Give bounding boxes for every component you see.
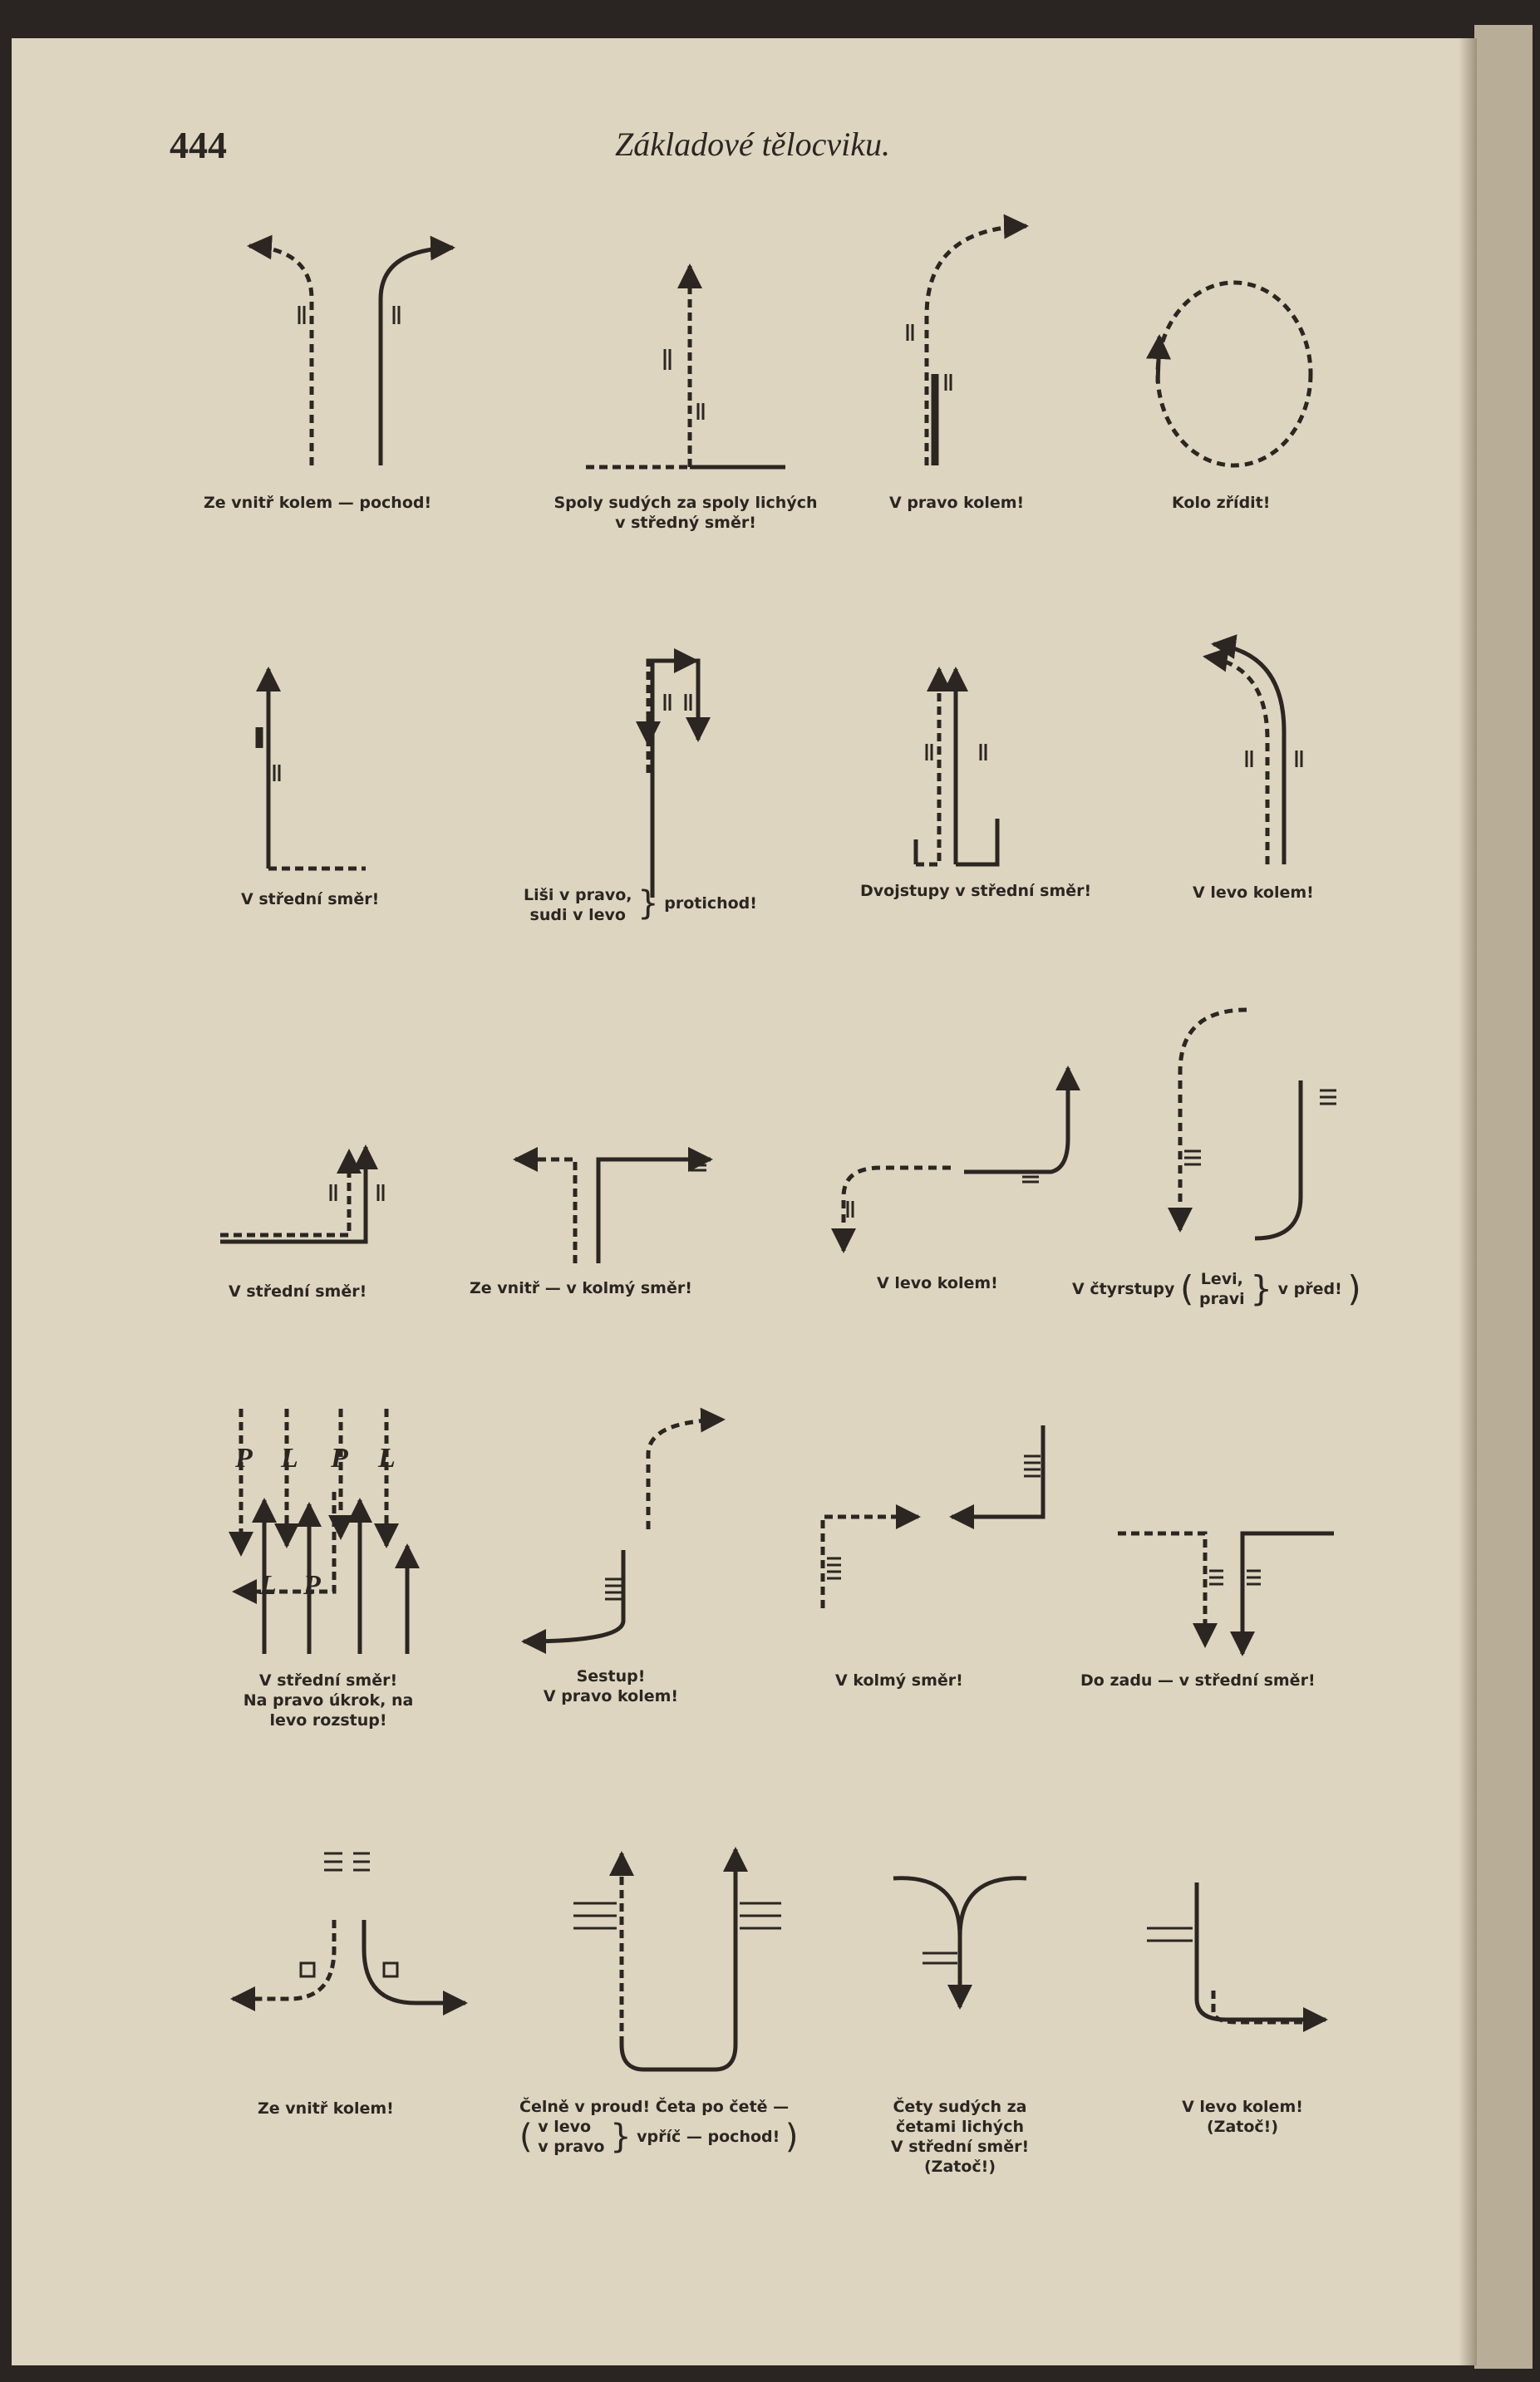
caption-sestup-line2: V pravo kolem! xyxy=(543,1687,679,1705)
caption-protichod-line3: protichod! xyxy=(664,894,757,913)
fig-ze-vnitr-kolem-3 xyxy=(233,1920,465,2003)
mark-l-1: L xyxy=(281,1443,298,1474)
caption-kolo-zridit: Kolo zřídit! xyxy=(1172,494,1271,512)
caption-ctyrstupy-vpred: v před! xyxy=(1277,1280,1342,1298)
mark-l-2: L xyxy=(378,1443,396,1474)
caption-spoly-sudych xyxy=(519,493,852,533)
caption-v-levo-kolem-2: V levo kolem! xyxy=(877,1274,998,1292)
mark-p-2: P xyxy=(331,1443,348,1474)
caption-celne-vprice: vpříč — pochod! xyxy=(637,2128,780,2146)
caption-protichod-line2: sudi v levo xyxy=(529,906,626,924)
caption-cety-line1: Čety sudých za xyxy=(893,2098,1027,2116)
fig-cety-sudych xyxy=(893,1878,1026,2007)
fig-v-levo-kolem-2 xyxy=(844,1068,1068,1251)
caption-do-zadu: Do zadu — v střední směr! xyxy=(1080,1671,1316,1690)
caption-ctyrstupy-line1: V čtyrstupy xyxy=(1072,1280,1175,1298)
caption-protichod-line1: Liši v pravo, xyxy=(524,886,632,904)
caption-protichod: Liši v pravo, sudi v levo } protichod! xyxy=(524,884,757,924)
fig-ze-vnitr-kolem-2 xyxy=(233,1492,334,2382)
fig-kolo-zridit xyxy=(1158,283,1311,465)
caption-na-pravo-line3: levo rozstup! xyxy=(269,1711,387,1730)
caption-v-levo-kolem-1: V levo kolem! xyxy=(1193,883,1314,902)
caption-ze-vnitr-kolmy: Ze vnitř — v kolmý směr! xyxy=(470,1279,692,1297)
fig-ctyrstupy xyxy=(1180,1010,1301,1238)
page-number: 444 xyxy=(170,124,227,166)
running-head: Základové tělocviku. xyxy=(615,125,890,163)
caption-celne-v-proud: Čelně v proud! Četa po četě — ( v levo v pravo } vpříč — pochod! ) xyxy=(519,2098,799,2156)
caption-v-stredny-smer-1: V střední směr! xyxy=(241,890,380,908)
caption-ze-vnitr-kolem-pochod: Ze vnitř kolem — pochod! xyxy=(204,494,432,512)
caption-cety-sudych xyxy=(873,2097,1047,2177)
caption-v-levo-3-line1: V levo kolem! xyxy=(1182,2098,1303,2116)
caption-v-stredny-smer-2: V střední směr! xyxy=(229,1282,367,1301)
caption-ctyrstupy-levi: Levi, xyxy=(1200,1270,1243,1288)
fig-celne-v-proud xyxy=(622,1849,736,2069)
caption-v-levo-3-line2: (Zatoč!) xyxy=(1206,2118,1279,2136)
caption-celne-v-pravo: v pravo xyxy=(538,2138,605,2156)
fig-sestup xyxy=(524,1420,723,1641)
fig-v-levo-kolem-1 xyxy=(1205,644,1284,864)
fig-spoly-sudych xyxy=(586,266,785,467)
fig-v-pravo-kolem xyxy=(927,226,1026,465)
caption-cety-line4: (Zatoč!) xyxy=(923,2158,996,2176)
caption-spoly-sudych-line2: v středný směr! xyxy=(615,514,756,532)
caption-v-kolmy-smer: V kolmý směr! xyxy=(835,1671,963,1690)
fig-v-levo-kolem-3 xyxy=(1197,1882,1326,2022)
caption-v-pravo-kolem: V pravo kolem! xyxy=(889,494,1025,512)
caption-ctyrstupy: V čtyrstupy ( Levi, pravi } v před! ) xyxy=(1072,1268,1361,1309)
fig-do-zadu xyxy=(1118,1533,1334,1654)
caption-v-levo-kolem-3 xyxy=(1159,2097,1326,2137)
fig-vnitr-kolem xyxy=(249,246,453,465)
caption-celne-v-levo: v levo xyxy=(538,2118,592,2136)
caption-na-pravo-line1: V střední směr! xyxy=(258,1671,398,1690)
caption-spoly-sudych-line1: Spoly sudých za spoly lichých xyxy=(554,494,818,512)
caption-na-pravo-ukrok xyxy=(208,1671,449,1730)
fig-kolmy-smer xyxy=(515,1159,711,1263)
fig-v-stredny-smer-2 xyxy=(220,1147,366,1242)
fig-dvojstupy xyxy=(916,669,997,864)
fig-v-kolmy-smer xyxy=(823,1425,1043,1608)
caption-sestup xyxy=(519,1666,702,1706)
caption-dvojstupy: Dvojstupy v střední směr! xyxy=(860,882,1092,900)
caption-ze-vnitr-kolem-2: Ze vnitř kolem! xyxy=(258,2099,394,2118)
caption-cety-line3: V střední směr! xyxy=(890,2138,1030,2156)
caption-na-pravo-line2: Na pravo úkrok, na xyxy=(243,1691,414,1710)
caption-celne-line1: Čelně v proud! Četa po četě — xyxy=(519,2098,790,2116)
mark-p-1: P xyxy=(235,1443,253,1474)
mark-p-3: P xyxy=(303,1570,321,1601)
mark-l-3: L xyxy=(259,1570,277,1601)
caption-sestup-line1: Sestup! xyxy=(576,1667,646,1686)
caption-ctyrstupy-pravi: pravi xyxy=(1198,1290,1245,1308)
caption-cety-line2: četami lichých xyxy=(896,2118,1024,2136)
